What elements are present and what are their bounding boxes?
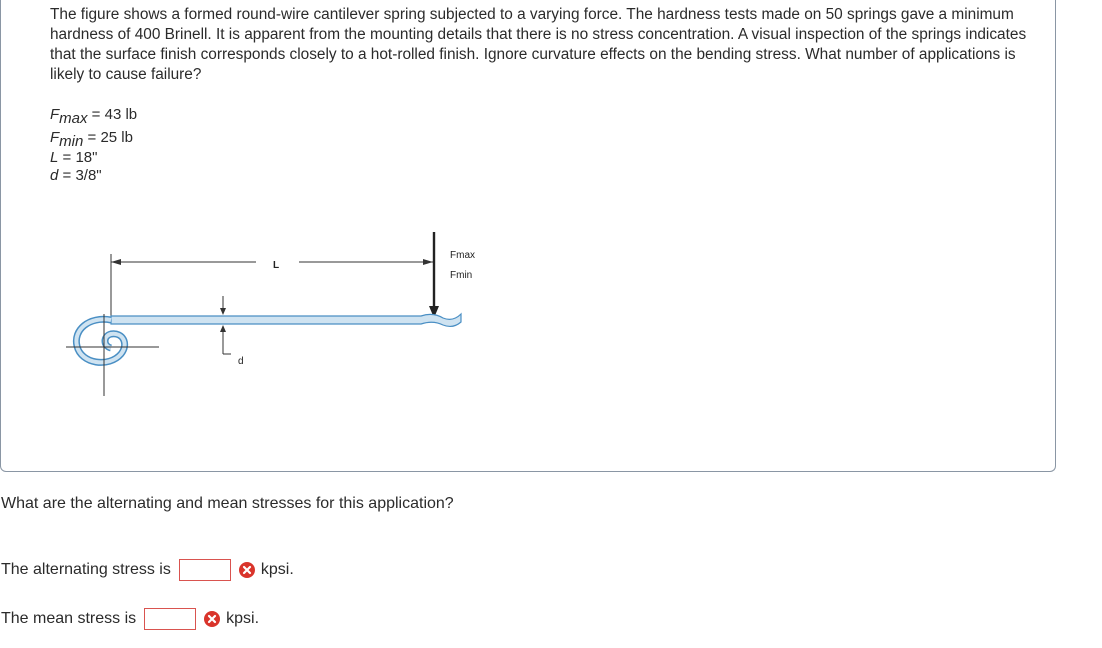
incorrect-x-icon (239, 562, 255, 578)
mean-stress-unit: kpsi. (226, 610, 260, 627)
question-text: What are the alternating and mean stresses for this application? (1, 495, 454, 512)
alternating-stress-input[interactable] (179, 559, 231, 581)
given-length: L = 18" (50, 149, 98, 166)
label-fmin: Fmin (450, 270, 473, 281)
cantilever-spring-figure (61, 226, 491, 406)
problem-statement: The figure shows a formed round-wire cantilever spring subjected to a varying force. The hardness tests made on 50 springs gave a minimum hardness of 400 Brinell. It is apparent from the mounting details that there is no stress concentration. A visual inspection of the springs indicates that the surface finish corresponds closely to a hot-rolled finish. Ignore curvature effects on the bending stress. What number of applications is likely to cause failure? (50, 6, 1027, 83)
dimension-arrow-left (111, 259, 121, 265)
dimension-arrow-right (423, 259, 433, 265)
alternating-stress-label: The alternating stress is (1, 561, 171, 578)
diameter-arrow-bottom (220, 325, 226, 332)
diameter-arrow-top (220, 308, 226, 315)
spring-wire (111, 314, 461, 326)
incorrect-x-icon (204, 611, 220, 627)
given-fmax: $F_{max} = 43$ lb (50, 106, 138, 127)
alternating-stress-unit: kpsi. (260, 561, 294, 578)
given-diameter: d = 3/8" (50, 167, 102, 184)
label-fmax: Fmax (450, 250, 475, 261)
answer-row-alternating (1, 559, 294, 581)
label-L: L (273, 260, 280, 271)
given-values (50, 103, 137, 185)
label-d: d (238, 356, 244, 367)
spring-eye-fill (76, 319, 124, 362)
mean-stress-input[interactable] (144, 608, 196, 630)
mean-stress-label: The mean stress is (1, 610, 137, 627)
given-fmin: $F_{min} = 25$ lb (50, 129, 133, 150)
answer-row-mean (1, 608, 259, 630)
